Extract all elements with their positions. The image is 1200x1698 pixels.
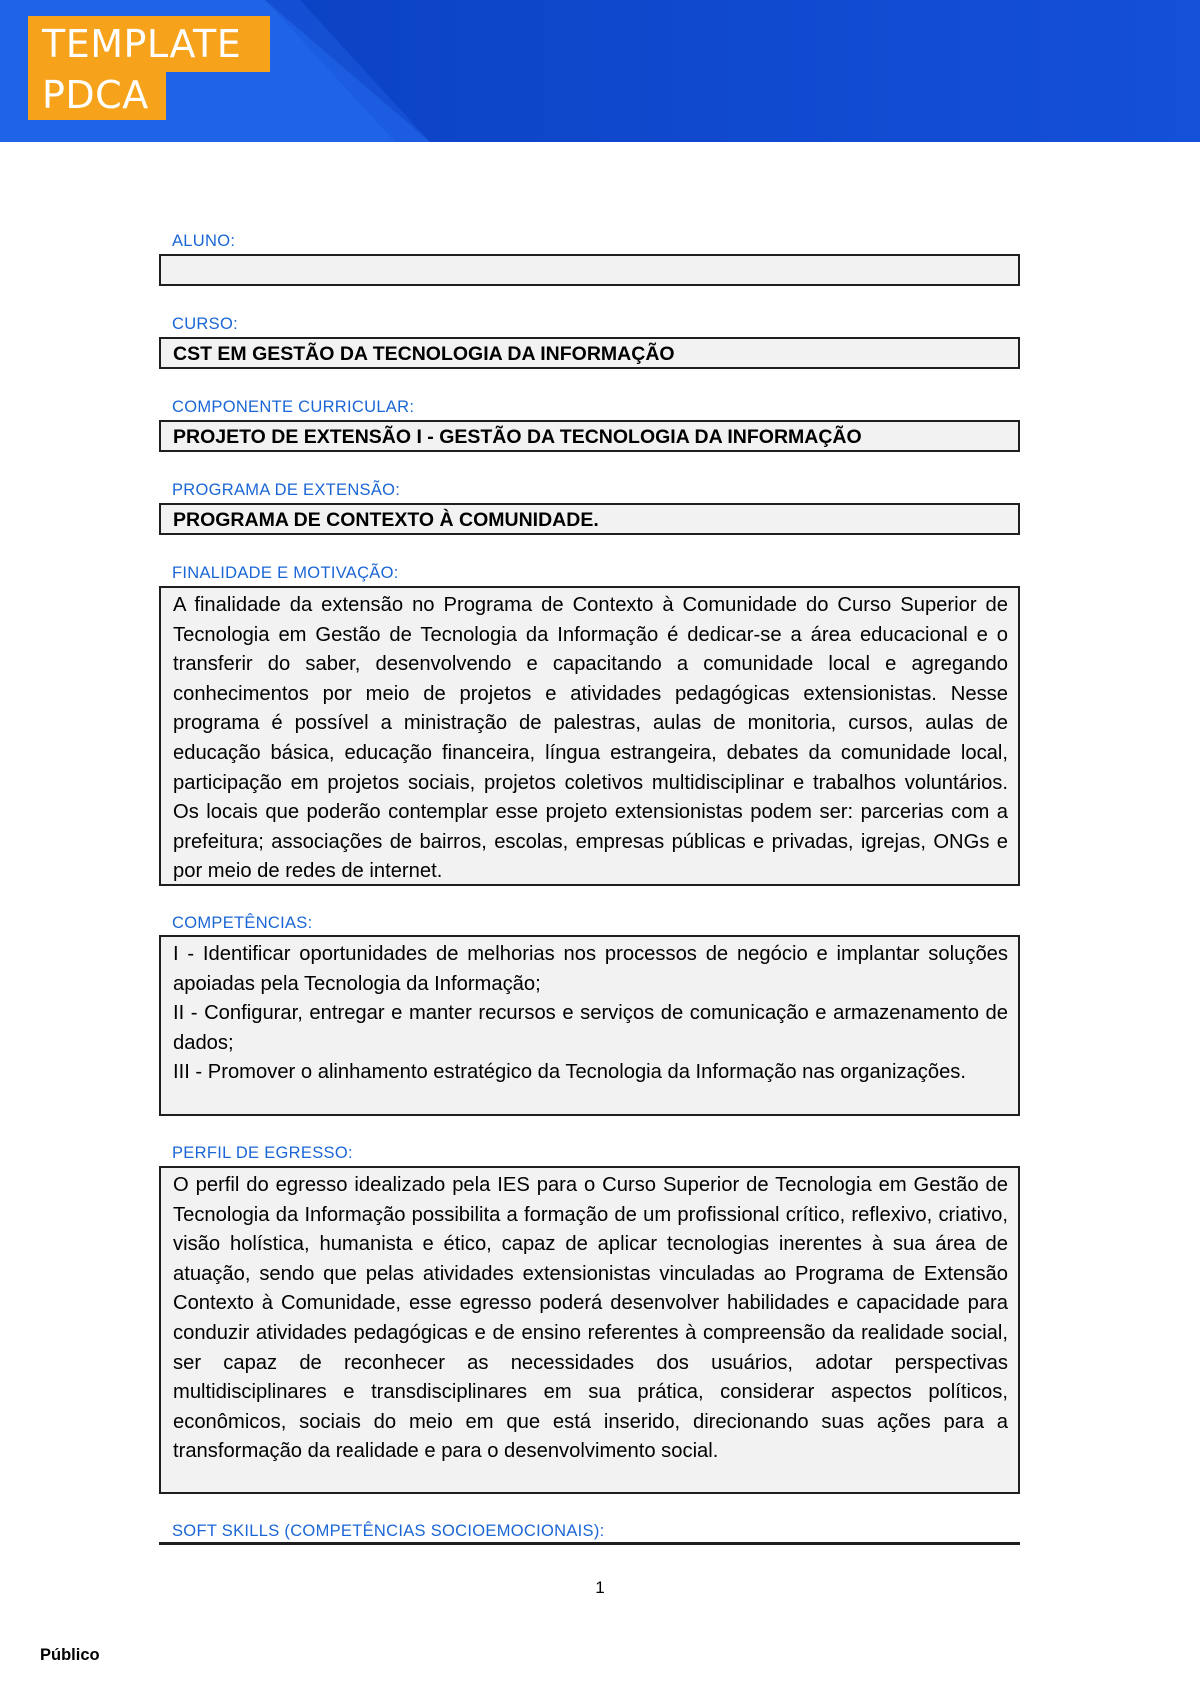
soft-skills-divider: [159, 1542, 1020, 1545]
competencias-label: COMPETÊNCIAS:: [172, 914, 313, 932]
perfil-label: PERFIL DE EGRESSO:: [172, 1144, 353, 1162]
competencias-field[interactable]: [159, 935, 1020, 1116]
competencia-item: III - Promover o alinhamento estratégico da Tecnologia da Informação nas organizações.: [173, 1061, 966, 1084]
soft-skills-label: SOFT SKILLS (COMPETÊNCIAS SOCIOEMOCIONAIS):: [172, 1522, 605, 1540]
perfil-field[interactable]: [159, 1166, 1020, 1494]
aluno-value: [161, 256, 1018, 260]
finalidade-text: A finalidade da extensão no Programa de Contexto à Comunidade do Curso Superior de Tecnologia em Gestão de Tecnologia da Informação é dedicar-se a área educacional e o transferir do saber, desenvolvendo e capacitando a comunidade local e agregando conhecimentos por meio de projetos e atividades pedagógicas extensionistas. Nesse programa é possível a ministração de palestras, aulas de monitoria, cursos, aulas de educação básica, educação financeira, língua estrangeira, debates da comunidade local, participação em projetos sociais, projetos coletivos multidisciplinar e trabalhos voluntários. Os locais que poderão contemplar esse projeto extensionistas podem ser: parcerias com a prefeitura; associações de bairros, escolas, empresas públicas e privadas, igrejas, ONGs e por meio de redes de internet.: [173, 594, 1008, 883]
classification-label: Público: [40, 1646, 100, 1664]
programa-label: PROGRAMA DE EXTENSÃO:: [172, 481, 401, 499]
curso-value: CST EM GESTÃO DA TECNOLOGIA DA INFORMAÇÃO: [173, 343, 675, 365]
aluno-field[interactable]: [159, 254, 1020, 286]
page-number: 1: [595, 1578, 605, 1597]
aluno-label: ALUNO:: [172, 232, 236, 250]
perfil-text: O perfil do egresso idealizado pela IES para o Curso Superior de Tecnologia em Gestão de Tecnologia da Informação possibilita a formação de um profissional crítico, reflexivo, criativo, visão holística, humanista e ético, capaz de aplicar tecnologias inerentes à sua área de atuação, sendo que pelas atividades extensionistas vinculadas ao Programa de Extensão Contexto à Comunidade, esse egresso poderá desenvolver habilidades e capacidade para conduzir atividades pedagógicas e de ensino referentes à compreensão da realidade social, ser capaz de reconhecer as necessidades dos usuários, adotar perspectivas multidisciplinares e transdisciplinares em sua prática, considerar aspectos políticos, econômicos, sociais do meio em que está inserido, direcionando suas ações para a transformação da realidade e para o desenvolvimento social.: [173, 1174, 1008, 1463]
componente-value: PROJETO DE EXTENSÃO I - GESTÃO DA TECNOLOGIA DA INFORMAÇÃO: [173, 426, 862, 448]
curso-label: CURSO:: [172, 315, 238, 333]
programa-field[interactable]: [159, 503, 1020, 535]
competencia-item: II - Configurar, entregar e manter recursos e serviços de comunicação e armazenamento de dados;: [173, 1002, 1008, 1054]
programa-value: PROGRAMA DE CONTEXTO À COMUNIDADE.: [173, 509, 599, 531]
competencia-item: I - Identificar oportunidades de melhorias nos processos de negócio e implantar soluções apoiadas pela Tecnologia da Informação;: [173, 943, 1008, 995]
logo-pdca-text: PDCA: [28, 72, 166, 120]
curso-field[interactable]: [159, 337, 1020, 369]
componente-label: COMPONENTE CURRICULAR:: [172, 398, 415, 416]
componente-field[interactable]: [159, 420, 1020, 452]
finalidade-field[interactable]: [159, 586, 1020, 886]
logo-template-text: TEMPLATE: [28, 16, 270, 72]
finalidade-label: FINALIDADE E MOTIVAÇÃO:: [172, 564, 399, 582]
